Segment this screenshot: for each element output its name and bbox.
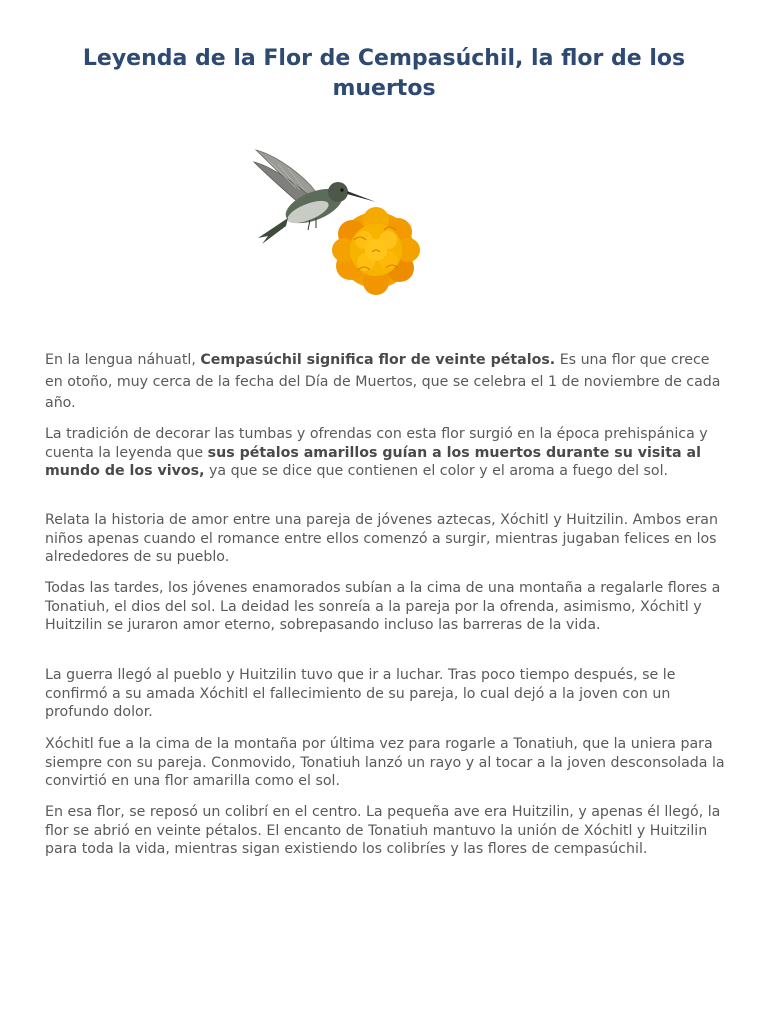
hummingbird-marigold-image (238, 140, 453, 308)
paragraph-7: En esa flor, se reposó un colibrí en el centro. La pequeña ave era Huitzilin, y apenas él llegó, la flor se abrió en veinte pétalos. El encanto de Tonatiuh mantuvo la unión de Xóchitl y Huitzilin para toda la vida, mientras sigan existiendo los colibríes y las flores de cempasúchil. (45, 804, 721, 857)
marigold-flower-icon (332, 207, 420, 295)
paragraph-2-post: ya que se dice que contienen el color y el aroma a fuego del sol. (204, 463, 669, 479)
page-title: Leyenda de la Flor de Cempasúchil, la flor de los muertos (82, 46, 686, 101)
paragraph-1-post: Es una flor que crece en otoño, muy cerca de la fecha del Día de Muertos, que se celebra el 1 de noviembre de cada año. (45, 352, 721, 411)
paragraph-2-pre: La tradición de decorar las tumbas y ofrendas con esta flor surgió en la época prehispánica y cuenta la leyenda que (45, 426, 708, 461)
paragraph-1 (45, 350, 730, 415)
paragraph-1-bold: Cempasúchil significa flor de veinte pétalos. (200, 352, 556, 368)
paragraph-3: Relata la historia de amor entre una pareja de jóvenes aztecas, Xóchitl y Huitzilin. Ambos eran niños apenas cuando el romance entre ellos comenzó a surgir, mientras jugaban felices en los alrededores de su pueblo. (45, 512, 718, 565)
paragraph-4: Todas las tardes, los jóvenes enamorados subían a la cima de una montaña a regalarle flores a Tonatiuh, el dios del sol. La deidad les sonreía a la pareja por la ofrenda, asimismo, Xóchitl y Huitzilin se juraron amor eterno, sobrepasando incluso las barreras de la vida. (45, 580, 721, 633)
paragraph-5: La guerra llegó al pueblo y Huitzilin tuvo que ir a luchar. Tras poco tiempo después, se le confirmó a su amada Xóchitl el fallecimiento de su pareja, lo cual dejó a la joven con un profundo dolor. (45, 667, 676, 720)
paragraph-2-bold: sus pétalos amarillos guían a los muertos durante su visita al mundo de los vivos, (45, 444, 701, 479)
hummingbird-marigold-icon (238, 140, 453, 308)
paragraph-2 (45, 425, 730, 481)
paragraph-1-pre: En la lengua náhuatl, (45, 352, 201, 368)
paragraph-6: Xóchitl fue a la cima de la montaña por última vez para rogarle a Tonatiuh, que la uniera para siempre con su pareja. Conmovido, Tonatiuh lanzó un rayo y al tocar a la joven desconsolada la convirtió en una flor amarilla como el sol. (45, 736, 725, 789)
